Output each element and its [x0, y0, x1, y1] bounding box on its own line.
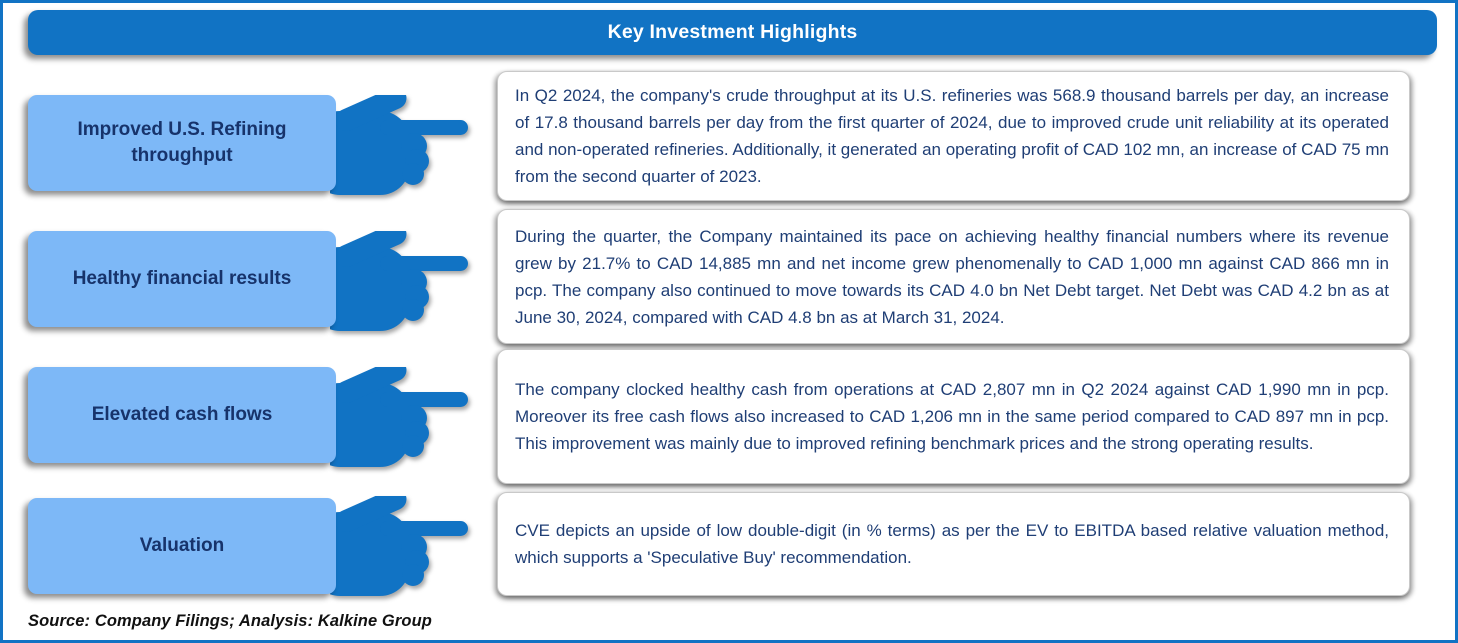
highlight-text: The company clocked healthy cash from operations at CAD 2,807 mn in Q2 2024 against CAD 1,990 mn in pcp. Moreover its free cash flows also increased to CAD 1,206 mn in the same period compared to CAD 897 mn in pcp. This improvement was mainly due to improved refining benchmark prices and the strong operating results. — [515, 380, 1389, 453]
highlight-label-text: Elevated cash flows — [91, 404, 273, 425]
highlight-label-text: Healthy financial results — [72, 268, 292, 289]
highlight-label-text: Improved U.S. Refining throughput — [77, 119, 287, 166]
source-note: Source: Company Filings; Analysis: Kalkine Group — [28, 612, 432, 630]
highlight-label-financial-results — [28, 231, 336, 327]
highlight-label-refining-throughput — [28, 95, 336, 191]
pointing-hand-icon — [330, 95, 478, 195]
pointing-hand-icon — [330, 367, 478, 467]
highlight-text-panel-refining-throughput — [497, 71, 1410, 201]
highlight-label-text: Valuation — [139, 535, 225, 556]
page-title: Key Investment Highlights — [607, 21, 858, 43]
header-bar — [28, 10, 1437, 55]
page — [3, 3, 1455, 640]
highlight-text-panel-financial-results — [497, 209, 1410, 344]
highlight-label-valuation — [28, 498, 336, 594]
highlight-text: CVE depicts an upside of low double-digit (in % terms) as per the EV to EBITDA based relative valuation method, which supports a 'Speculative Buy' recommendation. — [515, 521, 1389, 567]
pointing-hand-icon — [330, 231, 478, 331]
highlight-text-panel-cash-flows — [497, 349, 1410, 484]
highlight-text: During the quarter, the Company maintained its pace on achieving healthy financial numbers where its revenue grew by 21.7% to CAD 14,885 mn and net income grew phenomenally to CAD 1,000 mn against CAD 866 mn in pcp. The company also continued to move towards its CAD 4.0 bn Net Debt target. Net Debt was CAD 4.2 bn as at June 30, 2024, compared with CAD 4.8 bn as at March 31, 2024. — [515, 226, 1389, 327]
highlight-label-cash-flows — [28, 367, 336, 463]
highlight-text: In Q2 2024, the company's crude throughput at its U.S. refineries was 568.9 thousand barrels per day, an increase of 17.8 thousand barrels per day from the first quarter of 2024, due to improved crude unit reliability at its operated and non-operated refineries. Additionally, it generated an operating profit of CAD 102 mn, an increase of CAD 75 mn from the second quarter of 2023. — [515, 86, 1389, 186]
pointing-hand-icon — [330, 496, 478, 596]
highlight-text-panel-valuation — [497, 492, 1410, 596]
